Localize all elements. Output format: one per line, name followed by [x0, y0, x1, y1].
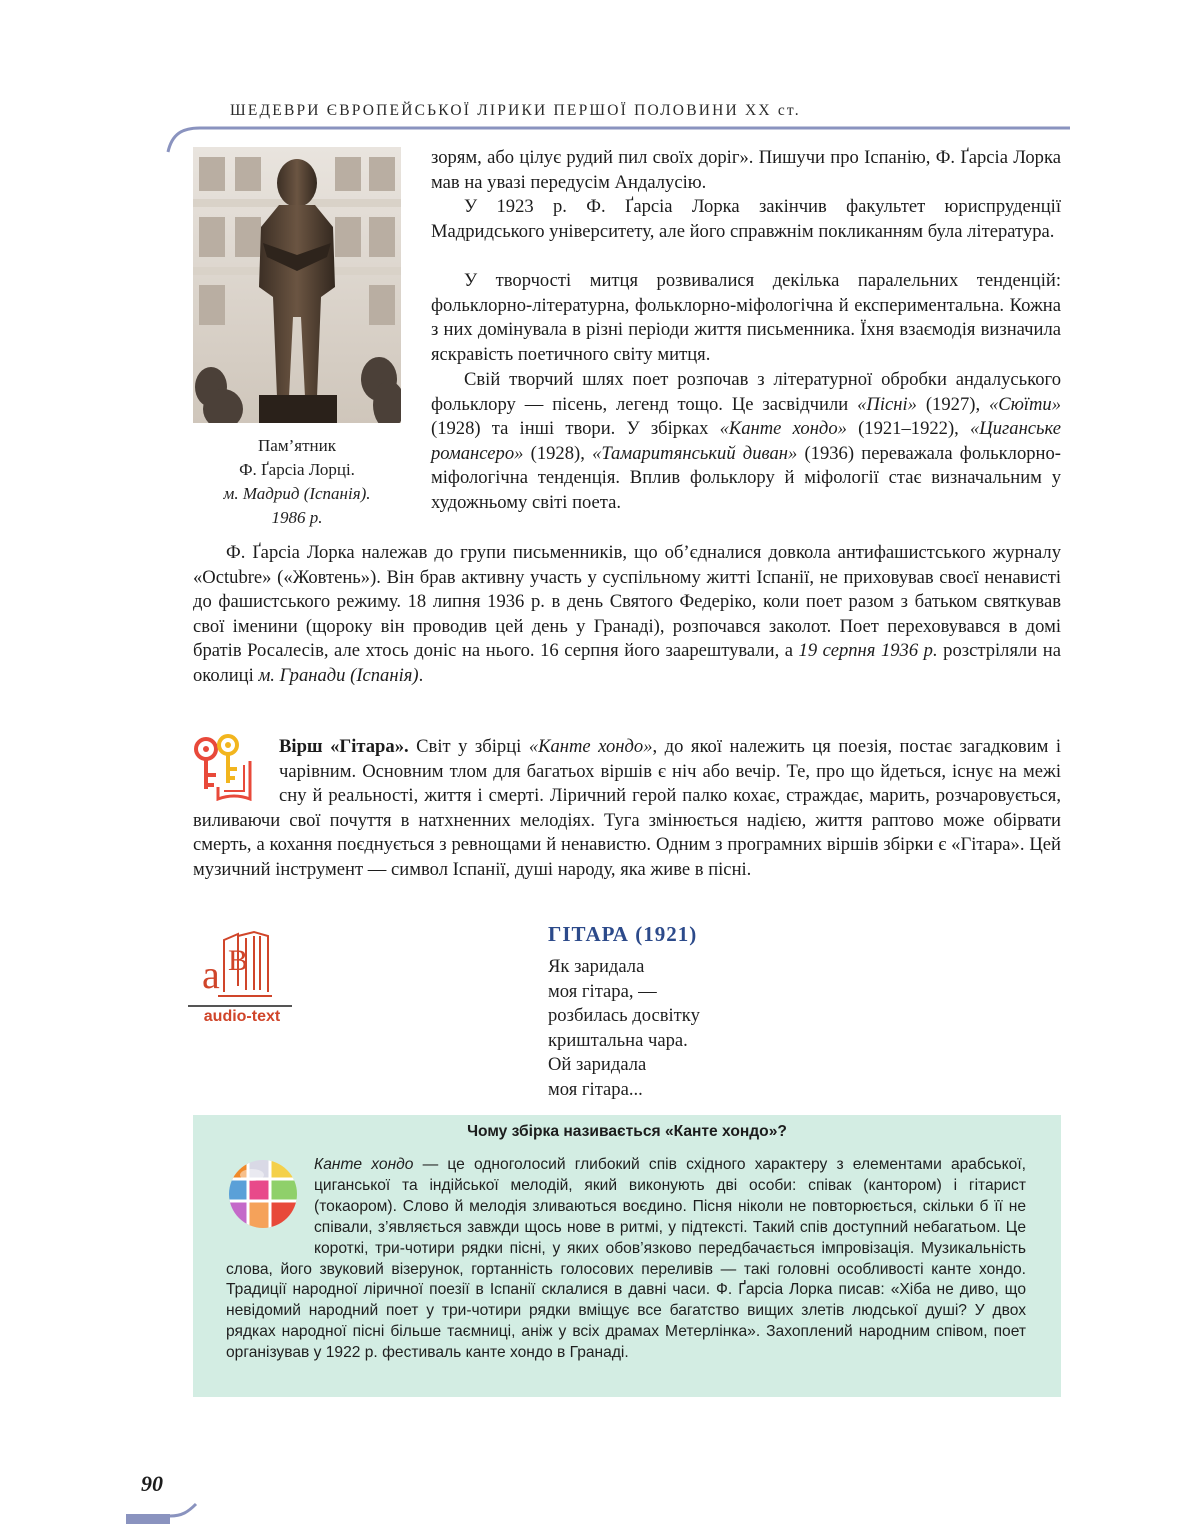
- poem-line: Як заридала: [548, 956, 645, 977]
- p4-text-1: Свій творчий шлях поет розпочав з літературної обробки андалуського фольклору — пісень, легенд тощо. Це засвідчили: [431, 369, 1061, 415]
- p5-text-3: .: [418, 664, 424, 686]
- p4-work-kante-hondo: «Канте хондо»: [719, 418, 847, 440]
- p4-work-romansero: «Циганське романсеро»: [431, 418, 1061, 464]
- audio-letter-a: а: [202, 952, 220, 997]
- p4-text-3: (1928) та інші твори. У збірках: [431, 418, 720, 440]
- footer-rule: [126, 1500, 198, 1530]
- caption-line-3: м. Мадрид (Іспанія).: [223, 484, 371, 503]
- poem-line: криштальна чара.: [548, 1029, 688, 1051]
- poem-line: моя гітара...: [548, 1078, 643, 1100]
- paragraph-3: У творчості митця розвивалися декілька паралельних тенденцій: фольклорно-літературна, фольклорно-міфологічна й експериментальна. Кожна з них домінувала в різні періоди життя письменника. Їхня взаємодія визначила яскравість поетичного світу митця.: [431, 270, 1061, 365]
- p4-work-dyvan: «Тамаритянський диван»: [592, 442, 798, 464]
- audio-letter-b: В: [228, 944, 249, 977]
- p6-work: «Канте хондо»: [528, 736, 653, 757]
- p5-place: м. Гранади (Іспанія): [258, 664, 419, 686]
- photo-caption: [193, 434, 401, 530]
- page-number: 90: [141, 1471, 163, 1496]
- p5-text-2: розстріляли на околиці: [193, 640, 1061, 686]
- monument-photo: [193, 147, 401, 423]
- p4-text-5: (1928),: [523, 442, 593, 464]
- poem-line: розбилась досвітку: [548, 1005, 700, 1027]
- p6-text-2: , до якої належить ця поезія, постає загадковим і чарівним. Основним тлом для багатьох віршів є ніч або вечір. Те, про що йдеться, існує на межі сну й реальності, життя і смерті. Ліричний герой палко кохає, страждає, марить, розчаровується, виливаючи свої почуття в натхненних мелодіях. Туга змінюється надією, життя раптово може обірвати смерть, а кохання поєднується з ревнощами й ненавистю. Одним з програмних віршів збірки є «Гітара». Цей музичний інструмент — символ Іспанії, душі народу, яка живе в пісні.: [193, 736, 1062, 880]
- poem-title: ГІТАРА (1921): [548, 922, 698, 946]
- p4-work-pisni: «Пісні»: [857, 393, 917, 415]
- p6-text-1: Світ у збірці: [408, 736, 529, 757]
- info-box-text: [226, 1155, 1026, 1364]
- p4-text-6: (1936) переважала фольклорно-міфологічна тенденція. Вплив фольклору й міфології стає визначальним у художньому світі поета.: [431, 442, 1061, 513]
- audio-text-label[interactable]: audio-text: [203, 1008, 281, 1025]
- paragraph-5: [193, 541, 1061, 689]
- info-box-title: Чому збірка називається «Канте хондо»?: [467, 1123, 787, 1140]
- poem-text: [548, 955, 700, 1103]
- running-header: ШЕДЕВРИ ЄВРОПЕЙСЬКОЇ ЛІРИКИ ПЕРШОЇ ПОЛОВИНИ ХХ ст.: [230, 102, 801, 119]
- info-box-body: — це одноголосий глибокий спів східного характеру з елементами арабської, циганської та індійської мелодій, який виконують дві особи: співак (кантором) і гітарист (токаором). Слово й мелодія зливаються воєдино. Пісня ніколи не повторюється, скільки б її не співали, з’являється завжди щось нове в ритмі, у підтексті. Такий спів доступний небагатьом. Це короткі, три-чотири рядки пісні, у яких обов’язково передбачається імпровізація. Музикальність слова, його звуковий візерунок, гортанність голосових переливів — такі головні особливості канте хондо. Традиції народної ліричної поезії в Іспанії склалися в давні часи. Ф. Ґарсіа Лорка писав: «Хіба не диво, що невідомий народний поет у три-чотири рядки вміщує все багатство вищих злетів людської душі? У двох рядках народної пісні більше таємниці, аніж у всіх драмах Метерлінка». Захоплений народним співом, поет організував у 1922 р. фестиваль канте хондо в Гранаді.: [226, 1156, 1026, 1362]
- caption-line-1: Пам’ятник: [258, 436, 336, 455]
- caption-line-2: Ф. Ґарсіа Лорці.: [239, 460, 355, 479]
- poem-line: моя гітара, —: [548, 980, 657, 1002]
- caption-line-4: 1986 р.: [271, 508, 323, 527]
- paragraph-2: У 1923 р. Ф. Ґарсіа Лорка закінчив факультет юриспруденції Мадридського університету, але його справжнім покликанням була література.: [431, 196, 1061, 242]
- paragraph-1: зорям, або цілує рудий пил своїх доріг». Пишучи про Іспанію, Ф. Ґарсіа Лорка мав на увазі передусім Андалусію.: [431, 147, 1061, 193]
- poem-line: Ой заридала: [548, 1054, 647, 1076]
- p4-work-suity: «Сюїти»: [989, 393, 1061, 415]
- p4-text-2: (1927),: [916, 393, 989, 415]
- p5-text-1: Ф. Ґарсіа Лорка належав до групи письменників, що об’єдналися довкола антифашистського журналу «Octubre» («Жовтень»). Він брав активну участь у суспільному житті Іспанії, не приховував своєї ненависті до фашистського режиму. 18 липня 1936 р. в день Святого Федеріко, коли поет разом з батьком святкував свої іменини (щороку він проводив цей день у Гранаді), розпочався заколот. Поет переховувався в домі братів Росалесів, але хтось доніс на нього. 16 серпня його заарештували, а: [193, 542, 1061, 662]
- p5-date: 19 серпня 1936 р.: [798, 640, 938, 662]
- icon-spacer: [193, 735, 279, 805]
- p6-heading: Вірш «Гітара».: [279, 736, 409, 757]
- p4-text-4: (1921–1922),: [846, 418, 970, 440]
- paragraph-4: [431, 368, 1061, 516]
- paragraph-6: [193, 735, 1061, 883]
- ball-spacer: [226, 1155, 314, 1257]
- info-box-lead: Канте хондо: [314, 1156, 414, 1173]
